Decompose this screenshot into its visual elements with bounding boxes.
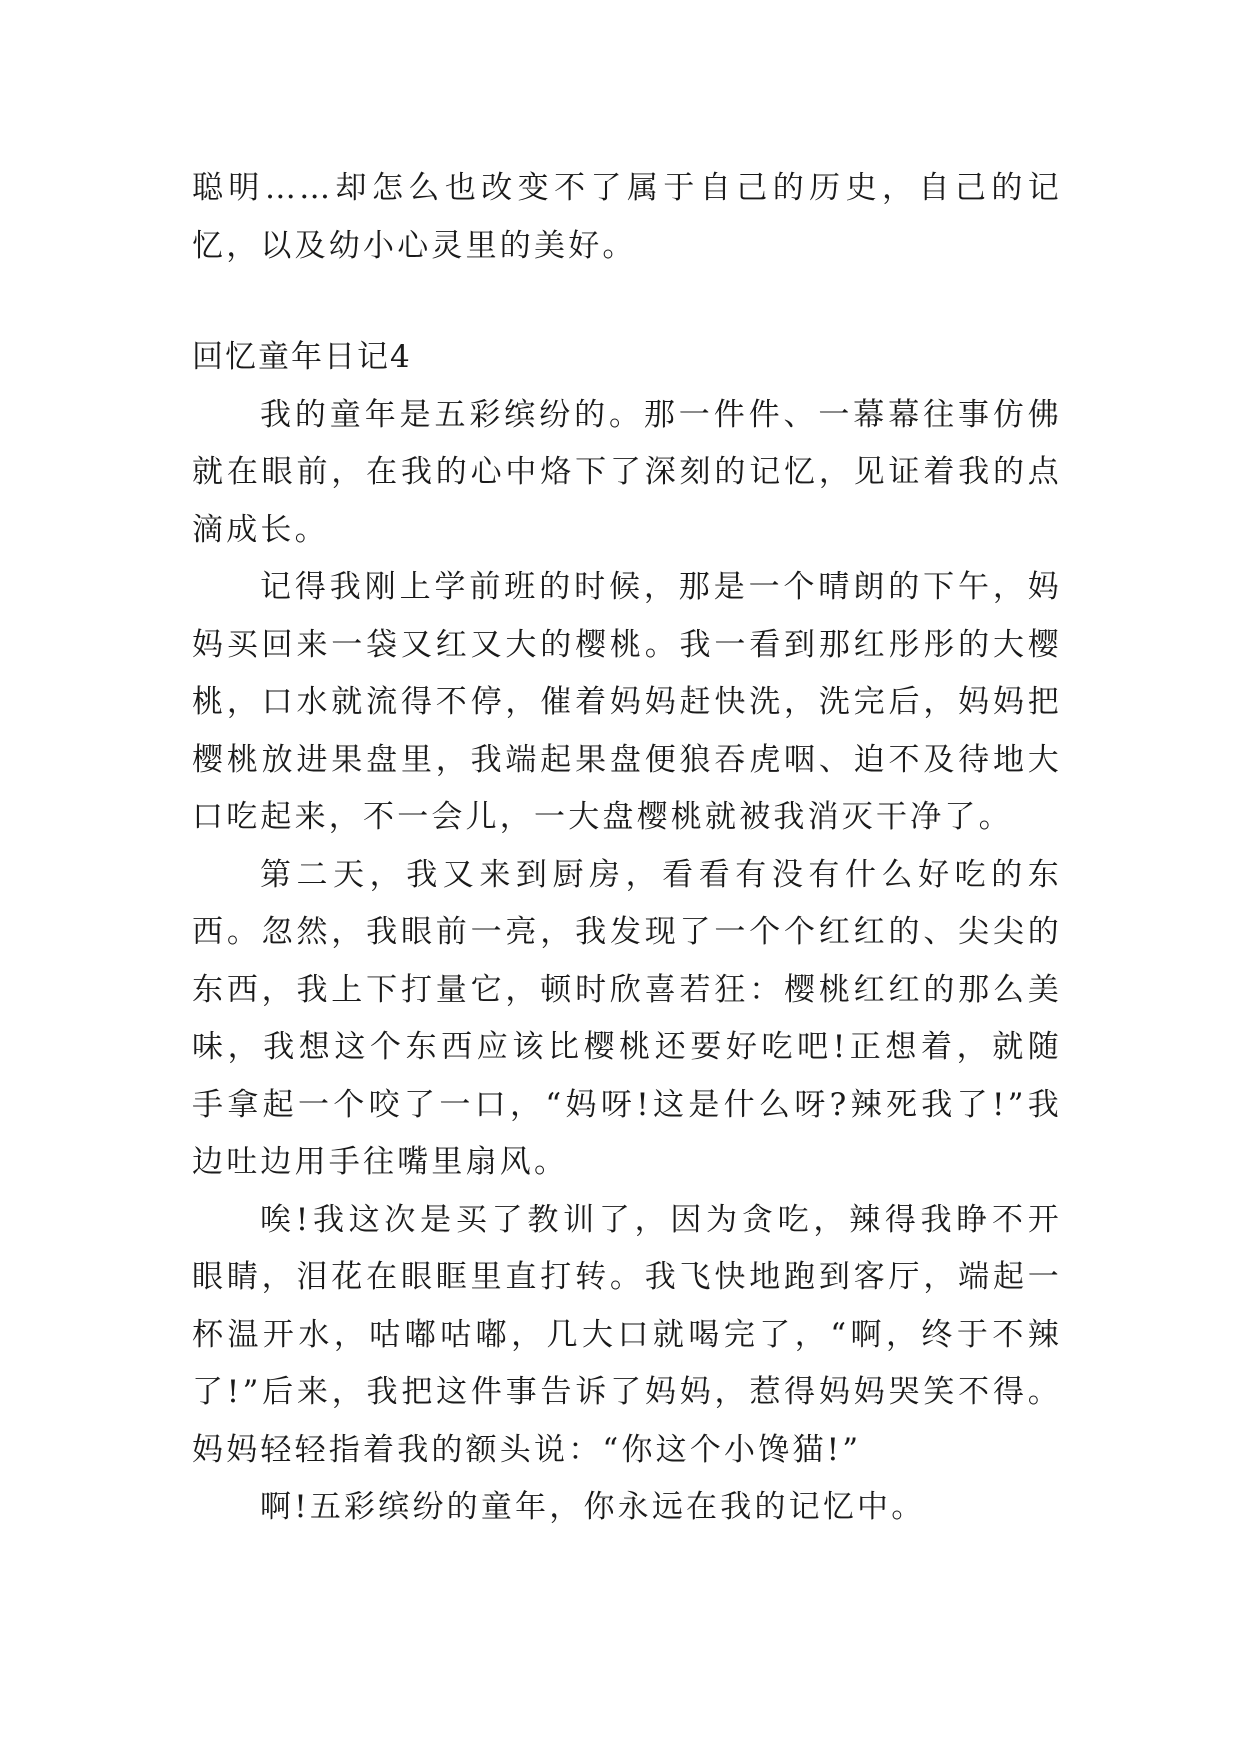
paragraph-5: 啊!五彩缤纷的童年，你永远在我的记忆中。	[260, 1489, 926, 1525]
paragraph-3: 第二天，我又来到厨房，看看有没有什么好吃的东西。忽然，我眼前一亮，我发现了一个个红红的、尖尖的东西，我上下打量它，顿时欣喜若狂：樱桃红红的那么美味，我想这个东西应该比樱桃还要好吃吧!正想着，就随手拿起一个咬了一口，“妈呀!这是什么呀?辣死我了!”我边吐边用手往嘴里扇风。	[192, 856, 1062, 1180]
paragraph-1: 我的童年是五彩缤纷的。那一件件、一幕幕往事仿佛就在眼前，在我的心中烙下了深刻的记忆，见证着我的点滴成长。	[192, 396, 1062, 548]
paragraph-4: 唉!我这次是买了教训了，因为贪吃，辣得我睁不开眼睛，泪花在眼眶里直打转。我飞快地跑到客厅，端起一杯温开水，咕嘟咕嘟，几大口就喝完了，“啊，终于不辣了!”后来，我把这件事告诉了妈妈，惹得妈妈哭笑不得。妈妈轻轻指着我的额头说：“你这个小馋猫!”	[192, 1201, 1062, 1468]
document-body	[192, 160, 1062, 1537]
section-title: 回忆童年日记4	[192, 339, 412, 375]
paragraph-2: 记得我刚上学前班的时候，那是一个晴朗的下午，妈妈买回来一袋又红又大的樱桃。我一看到那红彤彤的大樱桃，口水就流得不停，催着妈妈赶快洗，洗完后，妈妈把樱桃放进果盘里，我端起果盘便狼吞虎咽、迫不及待地大口吃起来，不一会儿，一大盘樱桃就被我消灭干净了。	[192, 569, 1062, 835]
continuation-paragraph: 聪明……却怎么也改变不了属于自己的历史，自己的记忆，以及幼小心灵里的美好。	[192, 170, 1062, 264]
section-gap	[192, 275, 1062, 329]
